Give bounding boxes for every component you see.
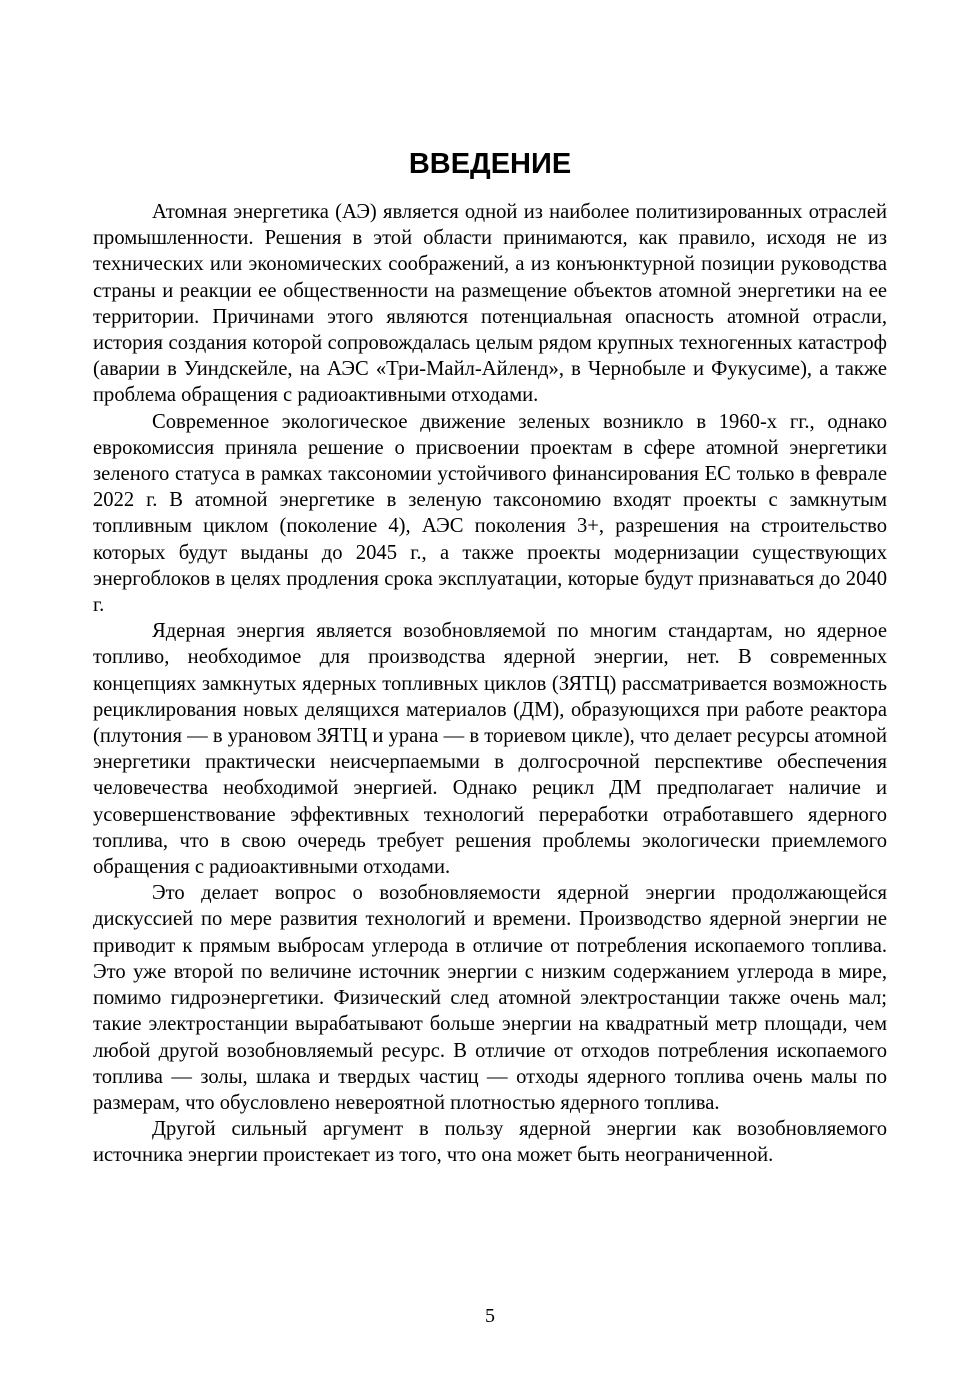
- paragraph-5: Другой сильный аргумент в пользу ядерной энергии как возобновляемого источника энергии проистекает из того, что она может быть неограниченной.: [93, 1118, 887, 1167]
- paragraph-1: Атомная энергетика (АЭ) является одной из наиболее политизированных отраслей промышленности. Решения в этой области принимаются, как правило, исходя не из технических или экономических соображений, а из конъюнктурной позиции руководства страны и реакции ее общественности на размещение объектов атомной энергетики на ее территории. Причинами этого являются потенциальная опасность атомной отрасли, история создания которой сопровождалась целым рядом крупных техногенных катастроф (аварии в Уиндскейле, на АЭС «Три-Майл-Айленд», в Чернобыле и Фукусиме), а также проблема обращения с радиоактивными отходами.: [93, 201, 887, 407]
- page-content: [93, 148, 887, 1169]
- paragraph-2: Современное экологическое движение зеленых возникло в 1960-х гг., однако еврокомиссия приняла решение о присвоении проектам в сфере атомной энергетики зеленого статуса в рамках таксономии устойчивого финансирования ЕС только в феврале 2022 г. В атомной энергетике в зеленую таксономию входят проекты с замкнутым топливным циклом (поколение 4), АЭС поколения 3+, разрешения на строительство которых будут выданы до 2045 г., а также проекты модернизации существующих энергоблоков в целях продления срока эксплуатации, которые будут признаваться до 2040 г.: [93, 410, 887, 617]
- page-title: ВВЕДЕНИЕ: [408, 148, 572, 180]
- paragraph-3: Ядерная энергия является возобновляемой по многим стандартам, но ядерное топливо, необходимое для производства ядерной энергии, нет. В современных концепциях замкнутых ядерных топливных циклов (ЗЯТЦ) рассматривается возможность рециклирования новых делящихся материалов (ДМ), образующихся при работе реактора (плутония — в урановом ЗЯТЦ и урана — в ториевом цикле), что делает ресурсы атомной энергетики практически неисчерпаемыми в долгосрочной перспективе обеспечения человечества необходимой энергией. Однако рецикл ДМ предполагает наличие и усовершенствование эффективных технологий переработки отработавшего ядерного топлива, что в свою очередь требует решения проблемы экологически приемлемого обращения с радиоактивными отходами.: [93, 620, 887, 879]
- paragraph-4: Это делает вопрос о возобновляемости ядерной энергии продолжающейся дискуссией по мере развития технологий и времени. Производство ядерной энергии не приводит к прямым выбросам углерода в отличие от потребления ископаемого топлива. Это уже второй по величине источник энергии с низким содержанием углерода в мире, помимо гидроэнергетики. Физический след атомной электростанции также очень мал; такие электростанции вырабатывают больше энергии на квадратный метр площади, чем любой другой возобновляемый ресурс. В отличие от отходов потребления ископаемого топлива — золы, шлака и твердых частиц — отходы ядерного топлива очень малы по размерам, что обусловлено невероятной плотностью ядерного топлива.: [93, 882, 887, 1114]
- page-number: 5: [485, 1305, 495, 1327]
